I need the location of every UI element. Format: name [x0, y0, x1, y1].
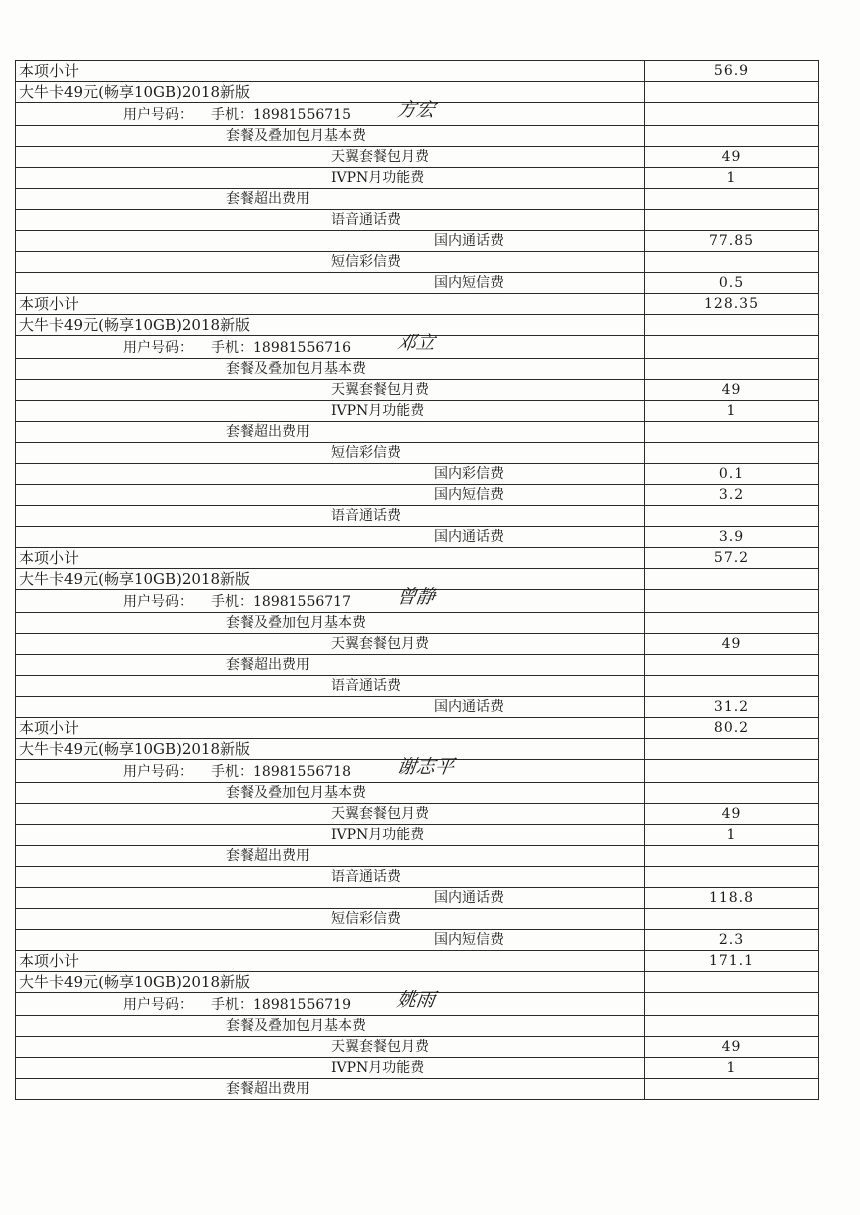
item-label: 套餐超出费用 — [226, 848, 310, 864]
item-label: 套餐及叠加包月基本费 — [226, 785, 366, 801]
phone-number: 手机：18981556715 — [211, 107, 351, 123]
table-row — [16, 634, 819, 655]
item-description-cell — [16, 1079, 645, 1100]
table-row — [16, 126, 819, 147]
item-description-cell — [16, 315, 645, 336]
amount-cell: 3.9 — [645, 527, 819, 548]
item-description-cell — [16, 294, 645, 315]
item-description-cell — [16, 485, 645, 506]
item-label: 用户号码： — [123, 997, 193, 1013]
item-description-cell — [16, 401, 645, 422]
table-row — [16, 273, 819, 294]
amount-cell — [645, 252, 819, 273]
item-label: 套餐超出费用 — [226, 424, 310, 440]
amount-cell — [645, 443, 819, 464]
table-row — [16, 359, 819, 380]
item-label: 短信彩信费 — [331, 254, 401, 270]
item-label: 天翼套餐包月费 — [331, 636, 429, 652]
item-label: IVPN月功能费 — [331, 827, 425, 843]
amount-cell: 80.2 — [645, 718, 819, 739]
item-label: 套餐及叠加包月基本费 — [226, 615, 366, 631]
item-description-cell — [16, 359, 645, 380]
item-label: 套餐超出费用 — [226, 191, 310, 207]
section-label: 本项小计 — [19, 719, 80, 737]
amount-cell — [645, 867, 819, 888]
table-row — [16, 888, 819, 909]
item-description-cell — [16, 909, 645, 930]
item-label: 短信彩信费 — [331, 911, 401, 927]
item-description-cell — [16, 951, 645, 972]
item-label: 国内短信费 — [434, 487, 504, 503]
amount-cell — [645, 569, 819, 590]
item-description-cell — [16, 569, 645, 590]
section-label: 大牛卡49元(畅享10GB)2018新版 — [19, 83, 251, 101]
table-row — [16, 655, 819, 676]
amount-cell: 2.3 — [645, 930, 819, 951]
table-row — [16, 443, 819, 464]
table-row — [16, 168, 819, 189]
amount-cell — [645, 506, 819, 527]
amount-cell — [645, 1016, 819, 1037]
billing-rows — [16, 61, 819, 1100]
table-row — [16, 804, 819, 825]
amount-cell — [645, 359, 819, 380]
item-label: 语音通话费 — [331, 212, 401, 228]
table-row — [16, 909, 819, 930]
amount-cell — [645, 739, 819, 760]
amount-cell: 49 — [645, 804, 819, 825]
item-description-cell — [16, 443, 645, 464]
item-description-cell — [16, 464, 645, 485]
amount-cell: 49 — [645, 380, 819, 401]
amount-cell — [645, 993, 819, 1016]
section-label: 大牛卡49元(畅享10GB)2018新版 — [19, 570, 251, 588]
table-row — [16, 61, 819, 82]
amount-cell: 31.2 — [645, 697, 819, 718]
table-row — [16, 210, 819, 231]
amount-cell: 128.35 — [645, 294, 819, 315]
amount-cell: 1 — [645, 1058, 819, 1079]
item-description-cell — [16, 1037, 645, 1058]
handwritten-signature: 邓立 — [395, 332, 437, 354]
item-description-cell — [16, 972, 645, 993]
item-description-cell — [16, 231, 645, 252]
table-row — [16, 252, 819, 273]
amount-cell — [645, 846, 819, 867]
section-label: 本项小计 — [19, 295, 80, 313]
item-description-cell — [16, 825, 645, 846]
item-description-cell — [16, 99, 645, 126]
item-description-cell — [16, 756, 645, 783]
item-label: IVPN月功能费 — [331, 403, 425, 419]
amount-cell: 56.9 — [645, 61, 819, 82]
table-row — [16, 930, 819, 951]
phone-number: 手机：18981556716 — [211, 340, 351, 356]
item-description-cell — [16, 189, 645, 210]
item-description-cell — [16, 1016, 645, 1037]
section-label: 本项小计 — [19, 549, 80, 567]
item-label: 用户号码： — [123, 594, 193, 610]
phone-number: 手机：18981556717 — [211, 594, 351, 610]
item-description-cell — [16, 126, 645, 147]
item-label: 天翼套餐包月费 — [331, 382, 429, 398]
amount-cell: 57.2 — [645, 548, 819, 569]
table-row — [16, 1079, 819, 1100]
amount-cell — [645, 590, 819, 613]
phone-number: 手机：18981556719 — [211, 997, 351, 1013]
amount-cell: 3.2 — [645, 485, 819, 506]
amount-cell — [645, 103, 819, 126]
item-description-cell — [16, 380, 645, 401]
table-row — [16, 485, 819, 506]
handwritten-signature: 谢志平 — [395, 756, 456, 778]
amount-cell: 1 — [645, 401, 819, 422]
item-label: IVPN月功能费 — [331, 170, 425, 186]
section-label: 大牛卡49元(畅享10GB)2018新版 — [19, 973, 251, 991]
table-row — [16, 380, 819, 401]
amount-cell — [645, 783, 819, 804]
item-label: IVPN月功能费 — [331, 1060, 425, 1076]
amount-cell: 1 — [645, 825, 819, 846]
item-label: 短信彩信费 — [331, 445, 401, 461]
item-description-cell — [16, 634, 645, 655]
item-label: 用户号码： — [123, 340, 193, 356]
section-label: 大牛卡49元(畅享10GB)2018新版 — [19, 740, 251, 758]
section-label: 大牛卡49元(畅享10GB)2018新版 — [19, 316, 251, 334]
table-row — [16, 336, 819, 359]
item-description-cell — [16, 61, 645, 82]
amount-cell: 171.1 — [645, 951, 819, 972]
item-description-cell — [16, 273, 645, 294]
table-row — [16, 506, 819, 527]
table-row — [16, 147, 819, 168]
amount-cell — [645, 972, 819, 993]
item-description-cell — [16, 676, 645, 697]
item-label: 天翼套餐包月费 — [331, 806, 429, 822]
item-description-cell — [16, 989, 645, 1016]
table-row — [16, 676, 819, 697]
item-description-cell — [16, 82, 645, 103]
item-label: 国内通话费 — [434, 233, 504, 249]
table-row — [16, 231, 819, 252]
item-label: 天翼套餐包月费 — [331, 149, 429, 165]
item-label: 国内通话费 — [434, 529, 504, 545]
table-row — [16, 1016, 819, 1037]
item-description-cell — [16, 422, 645, 443]
item-description-cell — [16, 332, 645, 359]
table-row — [16, 527, 819, 548]
item-description-cell — [16, 718, 645, 739]
item-label: 用户号码： — [123, 107, 193, 123]
table-row — [16, 760, 819, 783]
table-row — [16, 613, 819, 634]
table-row — [16, 783, 819, 804]
amount-cell: 0.5 — [645, 273, 819, 294]
item-description-cell — [16, 527, 645, 548]
item-label: 套餐超出费用 — [226, 657, 310, 673]
item-description-cell — [16, 613, 645, 634]
handwritten-signature: 方宏 — [395, 99, 437, 121]
item-description-cell — [16, 846, 645, 867]
table-row — [16, 1058, 819, 1079]
item-description-cell — [16, 739, 645, 760]
item-label: 国内短信费 — [434, 932, 504, 948]
amount-cell: 0.1 — [645, 464, 819, 485]
item-description-cell — [16, 210, 645, 231]
table-row — [16, 867, 819, 888]
section-label: 本项小计 — [19, 952, 80, 970]
item-description-cell — [16, 867, 645, 888]
amount-cell — [645, 613, 819, 634]
amount-cell — [645, 189, 819, 210]
item-label: 套餐超出费用 — [226, 1081, 310, 1097]
item-description-cell — [16, 783, 645, 804]
amount-cell — [645, 336, 819, 359]
table-row — [16, 846, 819, 867]
item-label: 套餐及叠加包月基本费 — [226, 1018, 366, 1034]
table-row — [16, 401, 819, 422]
item-label: 国内通话费 — [434, 890, 504, 906]
item-description-cell — [16, 697, 645, 718]
amount-cell: 49 — [645, 634, 819, 655]
item-description-cell — [16, 804, 645, 825]
item-description-cell — [16, 655, 645, 676]
item-label: 语音通话费 — [331, 678, 401, 694]
item-label: 用户号码： — [123, 764, 193, 780]
table-row — [16, 718, 819, 739]
table-row — [16, 548, 819, 569]
item-label: 国内短信费 — [434, 275, 504, 291]
amount-cell — [645, 655, 819, 676]
item-description-cell — [16, 586, 645, 613]
table-row — [16, 951, 819, 972]
item-description-cell — [16, 147, 645, 168]
amount-cell — [645, 210, 819, 231]
item-description-cell — [16, 252, 645, 273]
item-description-cell — [16, 1058, 645, 1079]
amount-cell — [645, 1079, 819, 1100]
table-row — [16, 590, 819, 613]
section-label: 本项小计 — [19, 62, 80, 80]
billing-detail-table — [15, 60, 819, 1100]
amount-cell — [645, 82, 819, 103]
item-label: 天翼套餐包月费 — [331, 1039, 429, 1055]
phone-number: 手机：18981556718 — [211, 764, 351, 780]
item-label: 语音通话费 — [331, 869, 401, 885]
handwritten-signature: 姚雨 — [395, 989, 437, 1011]
amount-cell — [645, 126, 819, 147]
table-row — [16, 825, 819, 846]
item-description-cell — [16, 930, 645, 951]
amount-cell — [645, 760, 819, 783]
table-row — [16, 1037, 819, 1058]
amount-cell — [645, 315, 819, 336]
item-description-cell — [16, 888, 645, 909]
table-row — [16, 294, 819, 315]
table-row — [16, 189, 819, 210]
item-description-cell — [16, 548, 645, 569]
table-row — [16, 993, 819, 1016]
handwritten-signature: 曾静 — [395, 586, 437, 608]
item-label: 国内通话费 — [434, 699, 504, 715]
table-row — [16, 103, 819, 126]
item-description-cell — [16, 168, 645, 189]
amount-cell: 118.8 — [645, 888, 819, 909]
amount-cell — [645, 676, 819, 697]
item-label: 套餐及叠加包月基本费 — [226, 128, 366, 144]
amount-cell: 49 — [645, 1037, 819, 1058]
amount-cell: 77.85 — [645, 231, 819, 252]
amount-cell: 49 — [645, 147, 819, 168]
amount-cell — [645, 909, 819, 930]
table-row — [16, 422, 819, 443]
item-label: 国内彩信费 — [434, 466, 504, 482]
table-row — [16, 697, 819, 718]
table-row — [16, 464, 819, 485]
item-label: 套餐及叠加包月基本费 — [226, 361, 366, 377]
item-label: 语音通话费 — [331, 508, 401, 524]
item-description-cell — [16, 506, 645, 527]
amount-cell — [645, 422, 819, 443]
amount-cell: 1 — [645, 168, 819, 189]
